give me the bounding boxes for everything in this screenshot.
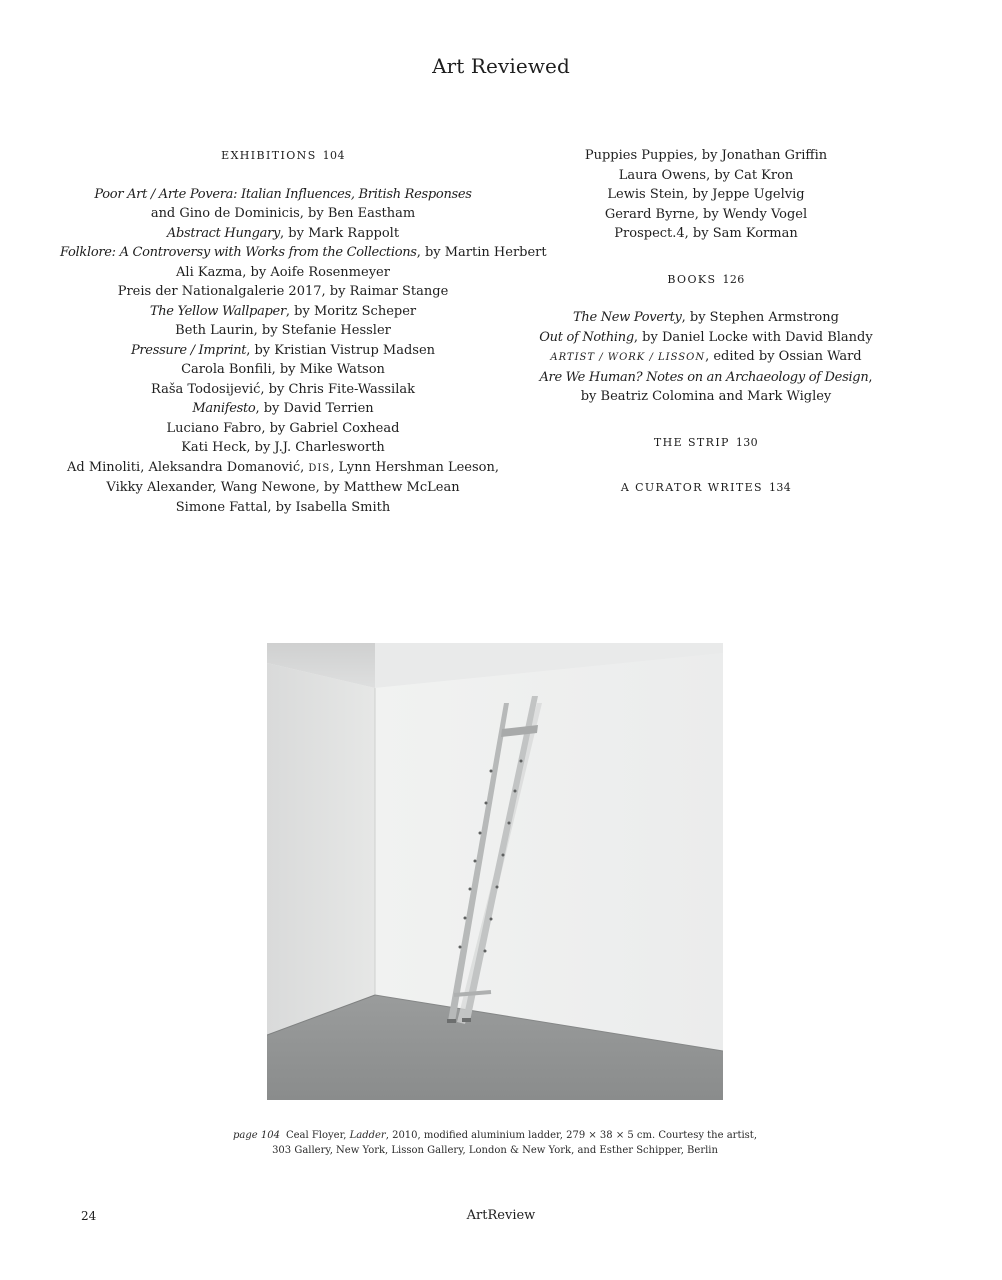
section-heading-a-curator-writes: A CURATOR WRITES 134 xyxy=(620,481,792,494)
list-item: Ali Kazma, by Aoife Rosenmeyer xyxy=(176,264,390,280)
list-item: The New Poverty, by Stephen Armstrong xyxy=(573,310,839,325)
photo-caption xyxy=(200,1128,790,1158)
list-item: Are We Human? Notes on an Archaeology of Design, xyxy=(539,369,873,385)
caption-line: 303 Gallery, New York, Lisson Gallery, London & New York, and Esther Schipper, Berlin xyxy=(272,1145,718,1156)
list-item: Lewis Stein, by Jeppe Ugelvig xyxy=(607,187,805,202)
list-item: Simone Fattal, by Isabella Smith xyxy=(175,499,391,515)
list-item: Beth Laurin, by Stefanie Hessler xyxy=(175,323,391,338)
list-item: Laura Owens, by Cat Kron xyxy=(618,167,794,183)
page-title: Art Reviewed xyxy=(432,54,570,78)
list-item: The Yellow Wallpaper, by Moritz Scheper xyxy=(149,303,417,319)
list-item: Abstract Hungary, by Mark Rappolt xyxy=(166,225,400,241)
reviews-column xyxy=(520,146,892,498)
list-item: Carola Bonfili, by Mike Watson xyxy=(181,362,385,377)
list-item: Folklore: A Controversy with Works from the Collections, by Martin Herbert xyxy=(60,245,547,260)
list-item: by Beatriz Colomina and Mark Wigley xyxy=(580,389,832,404)
running-footer: ArtReview xyxy=(466,1208,536,1223)
list-item: and Gino de Dominicis, by Ben Eastham xyxy=(150,206,416,221)
exhibitions-column xyxy=(60,146,547,517)
list-item: Prospect.4, by Sam Korman xyxy=(614,226,798,241)
caption-line: page 104 Ceal Floyer, Ladder, 2010, modified aluminium ladder, 279 × 38 × 5 cm. Courtesy the artist, xyxy=(232,1130,757,1141)
list-item: Luciano Fabro, by Gabriel Coxhead xyxy=(166,420,400,436)
section-heading-the-strip: THE STRIP 130 xyxy=(653,435,759,449)
section-page-number: 126 xyxy=(722,272,745,286)
list-item: Out of Nothing, by Daniel Locke with David Blandy xyxy=(539,329,873,345)
list-item: Vikky Alexander, Wang Newone, by Matthew McLean xyxy=(106,480,460,495)
list-item: Gerard Byrne, by Wendy Vogel xyxy=(604,206,808,222)
section-page-number: 134 xyxy=(768,481,792,494)
list-item: Raša Todosijević, by Chris Fite-Wassilak xyxy=(151,381,415,397)
list-item: Puppies Puppies, by Jonathan Griffin xyxy=(584,148,828,163)
section-heading-exhibitions: EXHIBITIONS 104 xyxy=(221,149,345,162)
list-item: Poor Art / Arte Povera: Italian Influences, British Responses xyxy=(94,186,472,202)
list-item: Preis der Nationalgalerie 2017, by Raimar Stange xyxy=(117,284,449,299)
section-heading-books: BOOKS 126 xyxy=(667,272,745,286)
list-item: Pressure / Imprint, by Kristian Vistrup Madsen xyxy=(130,342,436,358)
list-item: Kati Heck, by J.J. Charlesworth xyxy=(181,440,385,455)
artwork-photo xyxy=(267,643,723,1100)
list-item: Ad Minoliti, Aleksandra Domanović, DIS, Lynn Hershman Leeson, xyxy=(66,459,499,475)
list-item: ARTIST / WORK / LISSON, edited by Ossian Ward xyxy=(550,349,862,364)
section-page-number: 104 xyxy=(322,149,345,162)
page-number: 24 xyxy=(81,1209,97,1223)
caption-page-ref: page 104 xyxy=(232,1130,280,1141)
list-item: Manifesto, by David Terrien xyxy=(192,401,374,416)
section-page-number: 130 xyxy=(735,435,759,449)
